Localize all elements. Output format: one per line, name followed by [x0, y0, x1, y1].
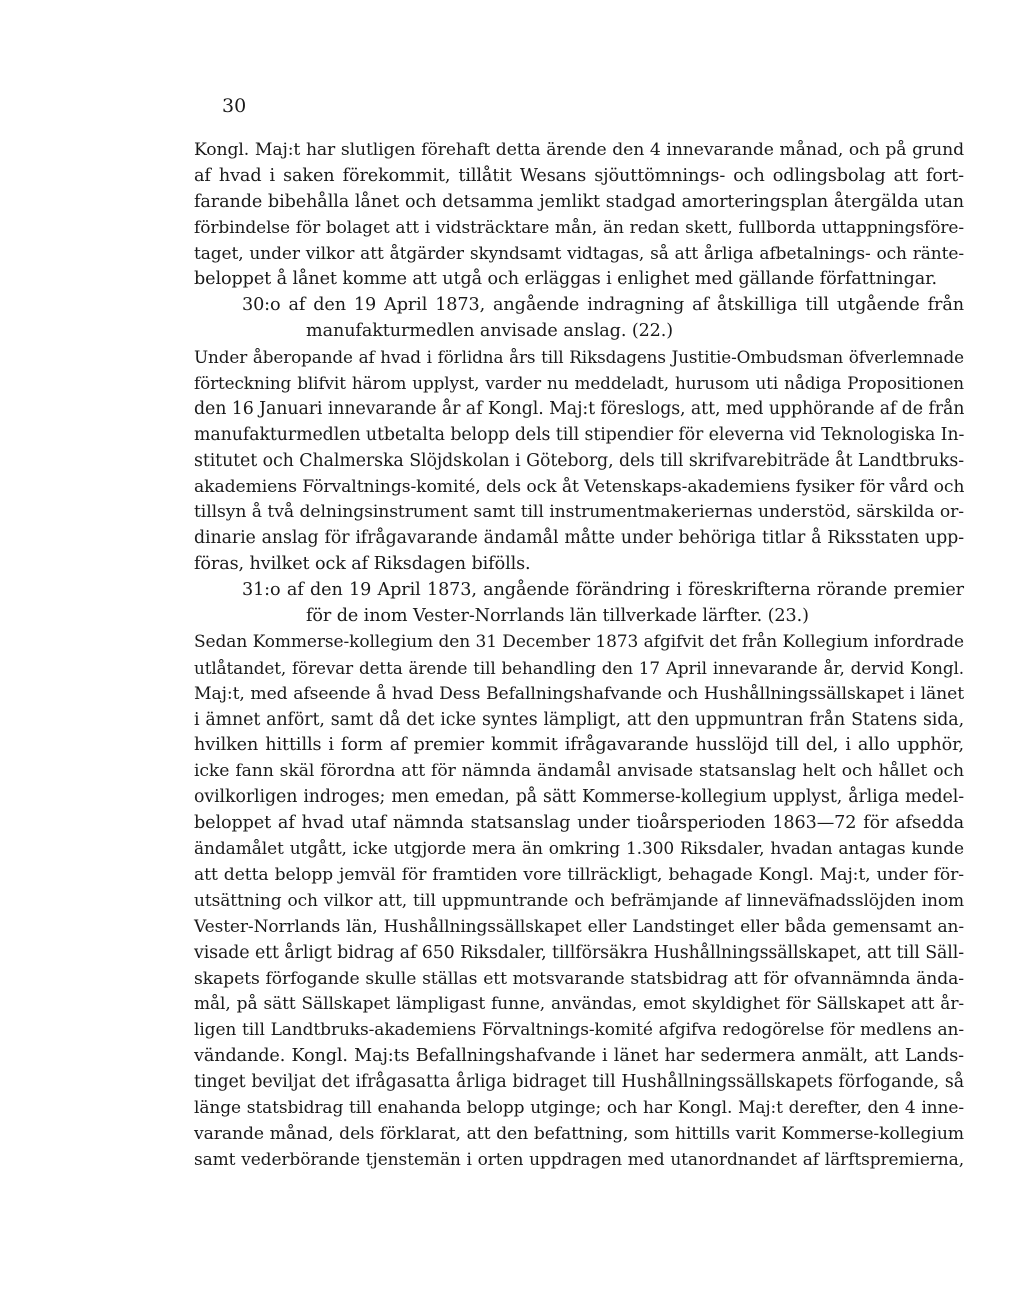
text-line: visade ett årligt bidrag af 650 Riksdaler, tillförsäkra Hushållningssällskapet, att till Säll-	[194, 942, 964, 963]
text-line: dinarie anslag för ifrågavarande ändamål måtte under behöriga titlar å Riksstaten upp-	[194, 528, 964, 549]
text-line: Vester-Norrlands län, Hushållningssällskapet eller Landstinget eller båda gemensamt an-	[194, 916, 964, 937]
text-line: taget, under vilkor att åtgärder skyndsamt vidtagas, så att årliga afbetalnings- och ränte-	[194, 243, 964, 264]
text-line: att detta belopp jemväl för framtiden vore tillräckligt, behagade Kongl. Maj:t, under för-	[194, 864, 964, 885]
text-line: tillsyn å två delningsinstrument samt till instrumentmakeriernas understöd, särskilda or-	[194, 502, 964, 523]
text-line: Maj:t, med afseende å hvad Dess Befallningshafvande och Hushållningssällskapet i länet	[194, 683, 964, 704]
text-line: vändande. Kongl. Maj:ts Befallningshafvande i länet har sedermera anmält, att Lands-	[194, 1046, 964, 1067]
text-line: stitutet och Chalmerska Slöjdskolan i Göteborg, dels till skrifvarebiträde åt Landtbruks-	[194, 450, 964, 471]
text-line: farande bibehålla lånet och detsamma jemlikt stadgad amorteringsplan återgälda utan	[194, 191, 964, 212]
text-line: länge statsbidrag till enahanda belopp utginge; och har Kongl. Maj:t derefter, den 4 inne-	[194, 1097, 964, 1118]
text-line: förteckning blifvit härom upplyst, varder nu meddeladt, hurusom uti nådiga Propositionen	[194, 373, 964, 394]
text-line: ovilkorligen indroges; men emedan, på sätt Kommerse-kollegium upplyst, årliga medel-	[194, 787, 964, 808]
text-line: i ämnet anfört, samt då det icke syntes lämpligt, att den uppmuntran från Statens sida,	[194, 709, 964, 730]
text-line: icke fann skäl förordna att för nämnda ändamål anvisade statsanslag helt och hållet och	[194, 761, 964, 782]
text-line: samt vederbörande tjenstemän i orten uppdragen med utanordnandet af lärftspremierna,	[194, 1149, 964, 1170]
text-line: tinget beviljat det ifrågasatta årliga bidraget till Hushållningssällskapets förfogande, så	[194, 1072, 964, 1093]
text-line: föras, hvilket ock af Riksdagen bifölls.	[194, 554, 531, 575]
text-line: hvilken hittills i form af premier kommit ifrågavarande husslöjd till del, i allo upphör,	[194, 735, 964, 756]
text-line: af hvad i saken förekommit, tillåtit Wesans sjöuttömnings- och odlingsbolag att fort-	[194, 165, 964, 186]
text-line: ändamålet utgått, icke utgjorde mera än omkring 1.300 Riksdaler, hvadan antagas kunde	[194, 839, 964, 860]
text-line: ligen till Landtbruks-akademiens Förvaltnings-komité afgifva redogörelse för medlens an-	[194, 1020, 964, 1041]
text-line: utsättning och vilkor att, till uppmuntrande och befrämjande af linneväfnadsslöjden inom	[194, 890, 964, 911]
text-line: skapets förfogande skulle ställas ett motsvarande statsbidrag att för ofvannämnda ända-	[194, 968, 964, 989]
section-heading-continuation: för de inom Vester-Norrlands län tillverkade lärfter. (23.)	[306, 606, 809, 627]
text-line: beloppet å lånet komme att utgå och erläggas i enlighet med gällande författningar.	[194, 269, 938, 290]
section-heading: 30:o af den 19 April 1873, angående indragning af åtskilliga till utgående från	[242, 295, 964, 316]
section-heading: 31:o af den 19 April 1873, angående förändring i föreskrifterna rörande premier	[242, 580, 964, 601]
text-line: förbindelse för bolaget att i vidsträcktare mån, än redan skett, fullborda uttappningsföre-	[194, 217, 964, 238]
text-line: beloppet af hvad utaf nämnda statsanslag under tioårsperioden 1863—72 för afsedda	[194, 813, 964, 834]
text-line: Sedan Kommerse-kollegium den 31 December 1873 afgifvit det från Kollegium infordrade	[194, 631, 964, 652]
text-line: akademiens Förvaltnings-komité, dels ock åt Vetenskaps-akademiens fysiker för vård och	[194, 476, 965, 497]
text-line: Kongl. Maj:t har slutligen förehaft detta ärende den 4 innevarande månad, och på grund	[194, 140, 964, 160]
text-line: Under åberopande af hvad i förlidna års till Riksdagens Justitie-Ombudsman öfverlemnade	[194, 347, 964, 368]
text-line: mål, på sätt Sällskapet lämpligast funne, användas, emot skyldighet för Sällskapet att år-	[194, 994, 964, 1015]
page-number: 30	[222, 95, 247, 117]
text-line: utlåtandet, förevar detta ärende till behandling den 17 April innevarande år, dervid Kongl.	[194, 657, 964, 678]
text-line: den 16 Januari innevarande år af Kongl. Maj:t föreslogs, att, med upphörande af de från	[194, 398, 965, 419]
body-text	[194, 138, 964, 1174]
section-heading-continuation: manufakturmedlen anvisade anslag. (22.)	[306, 321, 674, 342]
text-line: varande månad, dels förklarat, att den befattning, som hittills varit Kommerse-kollegium	[194, 1123, 964, 1144]
text-line: manufakturmedlen utbetalta belopp dels till stipendier för eleverna vid Teknologiska In-	[194, 424, 965, 445]
